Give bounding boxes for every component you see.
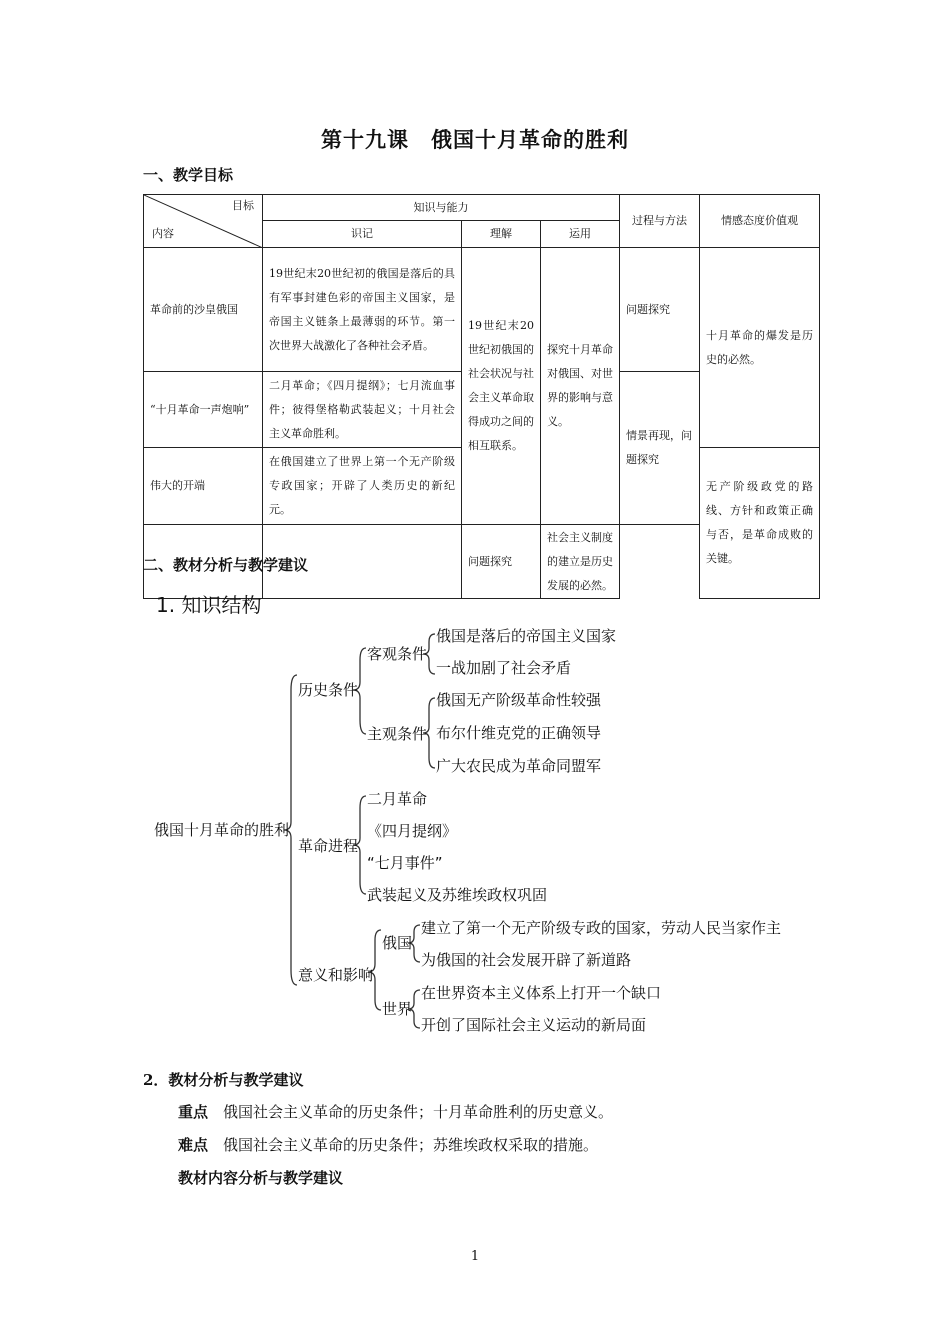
row3-emotion: 社会主义制度的建立是历史发展的必然。 — [541, 525, 620, 599]
header-remember: 识记 — [263, 221, 462, 248]
tree-process-item: 二月革命 — [367, 790, 428, 808]
header-knowledge: 知识与能力 — [263, 195, 620, 221]
difficult-label: 难点 — [178, 1136, 209, 1154]
subsection-heading: 2．教材分析与教学建议 — [143, 1071, 304, 1089]
tree-meaning-impact: 意义和影响 — [298, 966, 374, 984]
tree-world-item: 在世界资本主义体系上打开一个缺口 — [421, 984, 662, 1002]
key-text: 俄国社会主义革命的历史条件；十月革命胜利的历史意义。 — [223, 1103, 614, 1121]
tree-objective-item: 一战加剧了社会矛盾 — [436, 659, 572, 677]
key-points-line — [178, 1102, 613, 1122]
row1-remember: 19世纪末20世纪初的俄国是落后的具有军事封建色彩的帝国主义国家，是帝国主义链条上最薄弱的环节。第一次世界大战激化了各种社会矛盾。 — [263, 248, 462, 372]
row1-process: 问题探究 — [620, 248, 700, 372]
row1-emotion: 十月革命的爆发是历史的必然。 — [700, 248, 820, 448]
tree-root: 俄国十月革命的胜利 — [154, 821, 290, 839]
header-apply: 运用 — [541, 221, 620, 248]
tree-subjective-item: 广大农民成为革命同盟军 — [436, 757, 602, 775]
tree-history-conditions: 历史条件 — [298, 681, 359, 699]
understand-cell: 19世纪末20世纪初俄国的社会状况与社会主义革命取得成功之间的相互联系。 — [462, 248, 541, 525]
header-emotion: 情感态度价值观 — [700, 195, 820, 248]
tree-russia: 俄国 — [382, 934, 413, 952]
tree-objective-item: 俄国是落后的帝国主义国家 — [436, 627, 617, 645]
content-analysis-heading: 教材内容分析与教学建议 — [178, 1169, 344, 1187]
row2-content: “十月革命一声炮响” — [144, 372, 263, 448]
tree-subjective-item: 布尔什维克党的正确领导 — [436, 724, 602, 742]
header-process: 过程与方法 — [620, 195, 700, 248]
diag-top-label: 目标 — [232, 199, 254, 212]
page-title: 第十九课 俄国十月革命的胜利 — [321, 127, 629, 152]
row2-process: 情景再现，问题探究 — [620, 372, 700, 525]
apply-cell: 探究十月革命对俄国、对世界的影响与意义。 — [541, 248, 620, 525]
tree-process-item: 《四月提纲》 — [367, 822, 458, 840]
tree-world-item: 开创了国际社会主义运动的新局面 — [421, 1016, 647, 1034]
key-label: 重点 — [178, 1103, 209, 1121]
tree-process-item: “七月事件” — [367, 854, 443, 872]
row2-emotion: 无产阶级政党的路线、方针和政策正确与否，是革命成败的关键。 — [700, 448, 820, 599]
page-number: 1 — [470, 1249, 480, 1264]
diag-bottom-label: 内容 — [152, 227, 174, 240]
knowledge-structure-heading: 1. 知识结构 — [156, 593, 262, 617]
row1-content: 革命前的沙皇俄国 — [144, 248, 263, 372]
section-heading-goals: 一、教学目标 — [143, 166, 234, 184]
tree-world: 世界 — [382, 1000, 413, 1018]
section-heading-analysis: 二、教材分析与教学建议 — [143, 556, 309, 574]
row2-remember: 二月革命；《四月提纲》；七月流血事件；彼得堡格勒武装起义；十月社会主义革命胜利。 — [263, 372, 462, 448]
tree-process-item: 武装起义及苏维埃政权巩固 — [367, 886, 548, 904]
tree-russia-item: 为俄国的社会发展开辟了新道路 — [421, 951, 632, 969]
tree-subjective-item: 俄国无产阶级革命性较强 — [436, 691, 602, 709]
tree-revolution-process: 革命进程 — [298, 837, 359, 855]
row3-remember: 在俄国建立了世界上第一个无产阶级专政国家；开辟了人类历史的新纪元。 — [263, 448, 462, 525]
difficult-text: 俄国社会主义革命的历史条件；苏维埃政权采取的措施。 — [223, 1136, 599, 1154]
tree-objective-conditions: 客观条件 — [367, 645, 428, 663]
header-understand: 理解 — [462, 221, 541, 248]
row3-process: 问题探究 — [462, 525, 541, 599]
tree-russia-item: 建立了第一个无产阶级专政的国家，劳动人民当家作主 — [421, 919, 782, 937]
difficult-points-line — [178, 1135, 598, 1155]
tree-subjective-conditions: 主观条件 — [367, 725, 428, 743]
row3-content: 伟大的开端 — [144, 448, 263, 525]
